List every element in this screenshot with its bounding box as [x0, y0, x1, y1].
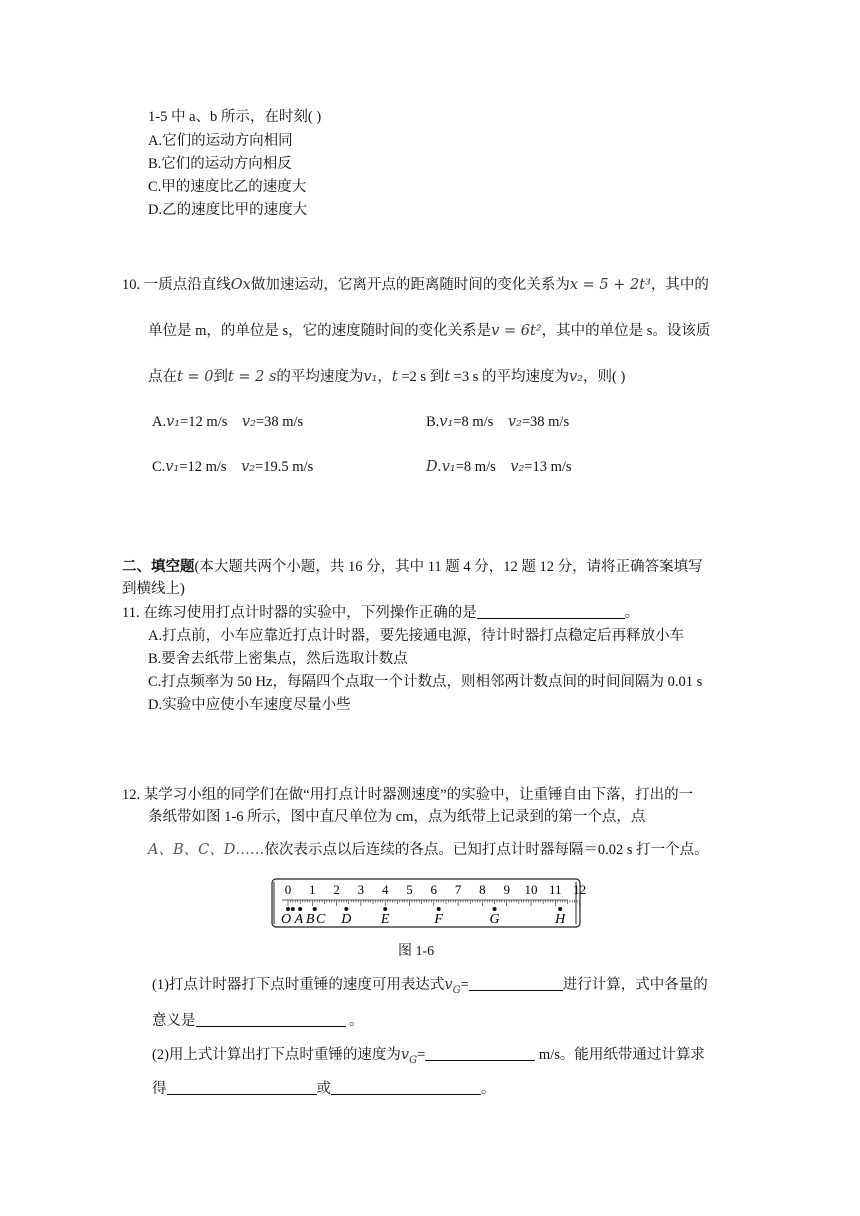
q12-text: m/s。能用纸带通过计算求 [535, 1047, 705, 1063]
tape-point-label: A [294, 912, 304, 927]
q10-text: ， [377, 369, 392, 385]
q12-sub2-line2 [152, 1080, 496, 1098]
q10-text: =3 s 的平均速度为 [450, 369, 569, 385]
v2-symbol: v₂ [510, 459, 525, 475]
q10-text: 点在 [148, 369, 177, 385]
q11-text: 。 [624, 605, 640, 621]
x-formula: x = 5 + 2t³ [569, 277, 651, 293]
ruler-tick-label: 2 [333, 882, 340, 897]
tape-point-label: C [316, 912, 326, 927]
t2-formula: t = 2 s [227, 369, 277, 385]
tape-point [383, 907, 387, 911]
q12-sub2 [152, 1046, 705, 1070]
ox-symbol: Ox [230, 277, 251, 293]
answer-blank[interactable] [469, 976, 563, 991]
v1-value: =12 m/s [180, 414, 228, 430]
q12-text: = [417, 1047, 426, 1063]
ruler-tick-label: 8 [479, 882, 486, 897]
ruler-tick-label: 9 [503, 882, 510, 897]
q10-text: 做加速运动，它离开点的距离随时间的变化关系为 [250, 277, 570, 293]
tape-point [344, 907, 348, 911]
option-prefix: B. [426, 414, 440, 430]
section2-heading-line2: 到横线上) [122, 581, 185, 597]
answer-blank[interactable] [196, 1012, 346, 1027]
q12-text: 。 [481, 1081, 496, 1097]
points-label: A、B、C、D…… [148, 842, 265, 858]
q10-line3 [148, 368, 625, 386]
q12-text: 意义是 [152, 1013, 196, 1029]
v-formula: v = 6t² [491, 323, 542, 339]
tape-point [437, 907, 441, 911]
tape-ruler-figure [270, 876, 587, 930]
v2-symbol: v₂ [241, 414, 256, 430]
q12-text: (2)用上式计算出打下点时重锤的速度为 [152, 1047, 401, 1063]
section2-heading [122, 558, 703, 576]
q9-option-d: D.乙的速度比甲的速度大 [148, 202, 308, 218]
q12-line3 [148, 841, 709, 859]
tape-point [291, 907, 295, 911]
q12-text: 得 [152, 1081, 167, 1097]
q10-option-a [152, 413, 303, 431]
vg-subscript: G [409, 1054, 418, 1066]
v1-symbol: v₁ [441, 459, 456, 475]
q12-text: 或 [316, 1081, 331, 1097]
q10-option-d [426, 458, 572, 476]
q10-option-b [426, 413, 569, 431]
q10-text: ，则( ) [583, 369, 626, 385]
q9-intro: 1-5 中 a、b 所示，在时刻( ) [148, 109, 322, 125]
answer-blank[interactable] [331, 1080, 481, 1095]
tape-point [298, 907, 302, 911]
v2-value: =19.5 m/s [255, 459, 314, 475]
v2-value: =13 m/s [524, 459, 572, 475]
tape-point-label: F [434, 912, 443, 927]
v1-symbol: v₁ [439, 414, 454, 430]
q10-line2 [148, 322, 710, 340]
q10-text: ，其中的单位是 s。设该质 [541, 323, 711, 339]
ruler-tick-label: 3 [357, 882, 365, 897]
q9-option-a: A.它们的运动方向相同 [148, 133, 293, 149]
ruler-tick-label: 10 [524, 882, 538, 897]
q11-text: 11. 在练习使用打点计时器的实验中，下列操作正确的是 [122, 605, 477, 621]
q10-text: 10. 一质点沿直线 [122, 277, 231, 293]
ruler-tick-label: 4 [381, 882, 389, 897]
v1-symbol: v₁ [165, 459, 180, 475]
q12-text: 进行计算，式中各量的 [562, 977, 708, 993]
v2-symbol: v₂ [507, 414, 522, 430]
tape-point [558, 907, 562, 911]
tape-point-label: O [280, 912, 292, 927]
t-symbol: t [444, 369, 451, 385]
section-title: 二、填空题 [122, 559, 195, 575]
section-note: (本大题共两个小题，共 16 分，其中 11 题 4 分，12 题 12 分，请将正确答案填写 [194, 559, 703, 575]
q12-text: 依次表示点以后连续的各点。已知打点计时器每隔＝0.02 s 打一个点。 [264, 842, 709, 858]
t0-formula: t = 0 [177, 369, 214, 385]
tape-point-label: E [380, 912, 390, 927]
answer-blank[interactable] [477, 604, 625, 619]
v2-value: =38 m/s [521, 414, 570, 430]
q12-sub1-line2 [152, 1012, 364, 1030]
q10-text: 到 [213, 369, 228, 385]
q9-option-b: B.它们的运动方向相反 [148, 156, 292, 172]
ruler-tick-label: 11 [549, 882, 562, 897]
v1-value: =8 m/s [455, 459, 496, 475]
option-prefix: A. [152, 414, 167, 430]
q11-option-b: B.要舍去纸带上密集点，然后选取计数点 [148, 651, 408, 667]
vg-symbol: v [400, 1047, 410, 1063]
vg-subscript: G [452, 984, 461, 996]
q11-option-a: A.打点前，小车应靠近打点计时器，要先接通电源，待计时器打点稳定后再释放小车 [148, 628, 685, 644]
q12-text: (1)打点计时器打下点时重锤的速度可用表达式 [152, 977, 445, 993]
tape-point [286, 907, 290, 911]
q12-text: = [460, 977, 469, 993]
v2-symbol: v₂ [241, 459, 256, 475]
ruler-tick-label: 7 [454, 882, 462, 897]
answer-blank[interactable] [167, 1080, 317, 1095]
q12-text: 。 [345, 1013, 364, 1029]
q12-sub1 [152, 976, 708, 1000]
q10-text: ，其中的 [650, 277, 709, 293]
ruler-tick-label: 5 [406, 882, 413, 897]
v1-symbol: v₁ [166, 414, 181, 430]
tape-point-label: B [305, 912, 315, 927]
q12-line1: 12. 某学习小组的同学们在做“用打点计时器测速度”的实验中，让重锤自由下落，打出的一 [122, 787, 694, 803]
q10-line1 [122, 276, 709, 294]
q10-text: 的平均速度为 [276, 369, 364, 385]
tape-point [493, 907, 497, 911]
q9-option-c: C.甲的速度比乙的速度大 [148, 179, 307, 195]
v1-value: =12 m/s [179, 459, 227, 475]
v1-symbol: v₁ [363, 369, 378, 385]
q10-text: =2 s 到 [397, 369, 445, 385]
q10-option-c [152, 458, 313, 476]
tape-point [313, 907, 317, 911]
tape-point-label: H [555, 912, 566, 927]
ruler-tick-label: 6 [430, 882, 438, 897]
q12-line2: 条纸带如图 1-6 所示，图中直尺单位为 cm，点为纸带上记录到的第一个点，点 [148, 809, 646, 825]
figure-caption: 图 1-6 [398, 944, 435, 959]
ruler-tick-label: 1 [309, 882, 316, 897]
option-prefix: C. [152, 459, 166, 475]
v2-symbol: v₂ [568, 369, 583, 385]
ruler-tick-label: 12 [573, 882, 587, 897]
tape-point-label: G [489, 912, 500, 927]
ruler-tick-label: 0 [284, 882, 292, 897]
v2-value: =38 m/s [255, 414, 304, 430]
tape-point-label: D [341, 912, 352, 927]
q11-option-d: D.实验中应使小车速度尽量小些 [148, 697, 351, 713]
q11-stem [122, 604, 639, 622]
v1-value: =8 m/s [453, 414, 494, 430]
q11-option-c: C.打点频率为 50 Hz，每隔四个点取一个计数点，则相邻两计数点间的时间间隔为 0.01 s [148, 674, 703, 690]
vg-symbol: v [444, 977, 453, 993]
option-prefix: D. [426, 459, 442, 475]
answer-blank[interactable] [425, 1046, 535, 1061]
q10-text: 单位是 m，的单位是 s，它的速度随时间的变化关系是 [148, 323, 492, 339]
t-symbol: t [391, 369, 398, 385]
